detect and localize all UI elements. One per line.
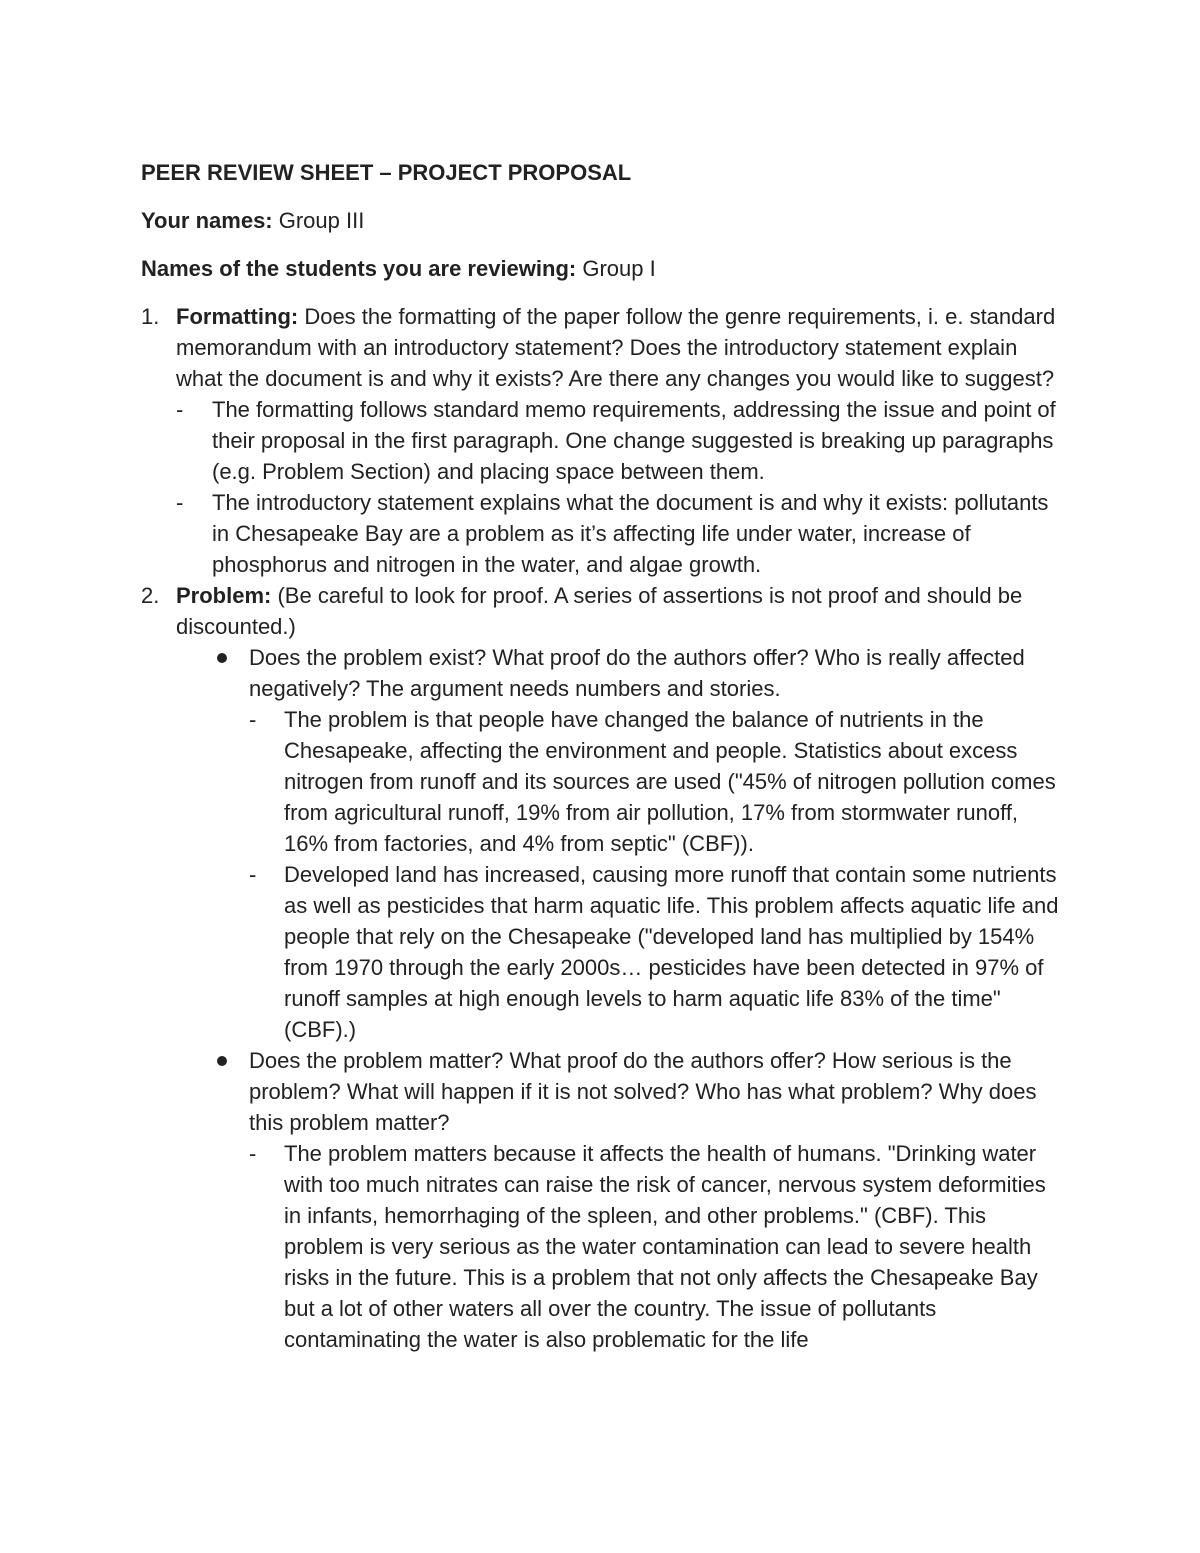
answer-text: The problem matters because it affects the health of humans. "Drinking water with too much nitrates can raise the risk of cancer, nervous system deformities in infants, hemorrhaging of the spleen, and other problems." (CBF). This problem is very serious as the water contamination can lead to severe health risks in the future. This is a problem that not only affects the Chesapeake Bay but a lot of other waters all over the country. The issue of pollutants contaminating the water is also problematic for the life xyxy=(284,1141,1046,1352)
question-list xyxy=(141,301,1061,1355)
document-body xyxy=(141,157,1061,1355)
answer-list xyxy=(249,704,1061,1045)
dash-marker: - xyxy=(249,862,257,887)
bullet-icon xyxy=(217,1056,227,1066)
answer-item xyxy=(176,487,1061,580)
reviewing-line xyxy=(141,253,1061,284)
answer-item xyxy=(249,704,1061,859)
question-text: (Be careful to look for proof. A series of assertions is not proof and should be discounted.) xyxy=(176,583,1023,639)
answer-item xyxy=(249,1138,1061,1355)
sub-question-item xyxy=(213,1045,1061,1355)
question-number: 2. xyxy=(141,583,160,608)
dash-marker: - xyxy=(249,707,257,732)
your-names-value: Group III xyxy=(272,208,365,233)
sub-question-text: Does the problem exist? What proof do the authors offer? Who is really affected negatively? The argument needs numbers and stories. xyxy=(249,645,1025,701)
sub-question-text: Does the problem matter? What proof do the authors offer? How serious is the problem? What will happen if it is not solved? Who has what problem? Why does this problem matter? xyxy=(249,1048,1037,1135)
sub-question-item xyxy=(213,642,1061,1045)
question-label: Formatting: xyxy=(176,304,299,329)
answer-text: The introductory statement explains what the document is and why it exists: pollutants in Chesapeake Bay are a problem as it’s affecting life under water, increase of phosphorus and nitrogen in the water, and algae growth. xyxy=(212,490,1049,577)
dash-marker: - xyxy=(249,1141,257,1166)
reviewing-value: Group I xyxy=(576,256,656,281)
your-names-label: Your names: xyxy=(141,208,273,233)
dash-marker: - xyxy=(176,490,184,515)
question-text: Does the formatting of the paper follow the genre requirements, i. e. standard memorandum with an introductory statement? Does the introductory statement explain what the document is and why it exists? Are there any changes you would like to suggest? xyxy=(176,304,1056,391)
bullet-icon xyxy=(217,653,227,663)
sub-question-list xyxy=(176,642,1061,1355)
answer-list xyxy=(176,394,1061,580)
answer-item xyxy=(249,859,1061,1045)
question-formatting xyxy=(141,301,1061,580)
question-label: Problem: xyxy=(176,583,272,608)
answer-text: Developed land has increased, causing more runoff that contain some nutrients as well as pesticides that harm aquatic life. This problem affects aquatic life and people that rely on the Chesapeake ("developed land has multiplied by 154% from 1970 through the early 2000s… pesticides have been detected in 97% of runoff samples at high enough levels to harm aquatic life 83% of the time" (CBF).) xyxy=(284,862,1059,1042)
answer-text: The formatting follows standard memo requirements, addressing the issue and point of their proposal in the first paragraph. One change suggested is breaking up paragraphs (e.g. Problem Section) and placing space between them. xyxy=(212,397,1056,484)
reviewing-label: Names of the students you are reviewing: xyxy=(141,256,577,281)
answer-list xyxy=(249,1138,1061,1355)
question-number: 1. xyxy=(141,304,160,329)
question-problem xyxy=(141,580,1061,1355)
your-names-line xyxy=(141,205,1061,236)
answer-text: The problem is that people have changed the balance of nutrients in the Chesapeake, affecting the environment and people. Statistics about excess nitrogen from runoff and its sources are used ("45% of nitrogen pollution comes from agricultural runoff, 19% from air pollution, 17% from stormwater runoff, 16% from factories, and 4% from septic" (CBF)). xyxy=(284,707,1056,856)
answer-item xyxy=(176,394,1061,487)
page-title: PEER REVIEW SHEET – PROJECT PROPOSAL xyxy=(141,160,632,185)
dash-marker: - xyxy=(176,397,184,422)
